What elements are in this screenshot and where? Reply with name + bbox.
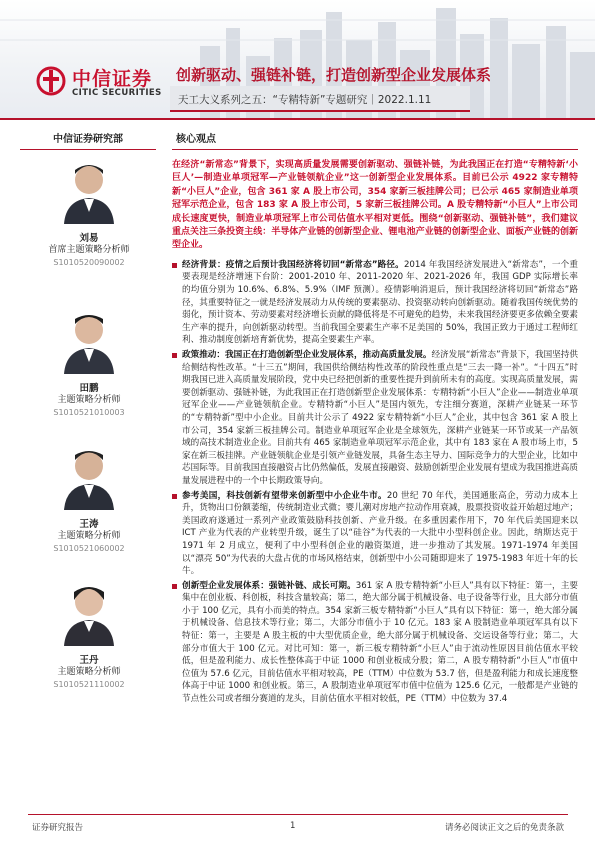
page-number: 1 (290, 821, 296, 831)
bullet-item (172, 490, 578, 578)
analyst-role: 首席主题策略分析师 (48, 245, 130, 255)
analyst-card (20, 442, 158, 553)
analyst-card (20, 578, 158, 689)
brand-name-en: CITIC SECURITIES (72, 88, 162, 98)
analyst-card (20, 306, 158, 417)
footer-left-label: 证券研究报告 (32, 823, 84, 833)
analyst-id: S1010521010003 (53, 408, 125, 417)
analyst-role: 主题策略分析师 (57, 531, 121, 541)
analyst-id: S1010521110002 (53, 680, 125, 689)
bullet-item (172, 349, 578, 488)
bullet-item (172, 259, 578, 347)
analyst-name: 王丹 (79, 655, 99, 666)
bullet-lead: 创新型企业发展体系：强链补链、成长可期。 (182, 580, 356, 591)
bullet-lead: 参考美国，科技创新有望带来创新型中小企业牛市。 (182, 490, 387, 501)
header-banner (0, 0, 595, 118)
bullet-lead: 经济背景：疫情之后预计我国经济将切回“新常态”路径。 (182, 259, 404, 270)
bullet-text: 361 家 A 股专精特新“小巨人”具有以下特征：第一，主要集中在创业板、科创板，科技含量较高；第二，绝大部分属于机械设备、电子设备等行业，且大部分市值小于 100 亿元，具有小而美的特点。354 家新三板专精特新“小巨人”具有以下特征：第一，绝大部分属于机械设备、信息技术等行业；第二，大部分市值小于 10 亿元。183 家 A 股制造业单项冠军具有以下特征：第一，主要是 A 股主板的中大型优质企业，绝大部分属于机械设备、交运设备等行业；第二，大部分市值大于 100 亿元。对比可知：第一，新三板专精特新“小巨人”由于流动性原因目前估值水平较低，但是盈利能力、成长性整体高于中证 1000 和创业板成分股；第二，A 股专精特新“小巨人”市值中位值为 57.6 亿元，目前估值水平相对较高，PE（TTM）中位数为 53.7 倍，但是盈利能力和成长速度整体高于中证 1000 和创业板。第三，A 股制造业单项冠军市值中位值为 125.6 亿元，一般都是产业链的节点性公司或者细分赛道的龙头，目前估值水平相对较低，PE（TTM）中位数为 37.4 (182, 580, 578, 705)
sidebar-heading: 中信证券研究部 (20, 128, 156, 150)
citic-logo-icon (36, 66, 66, 96)
bullet-item (172, 580, 578, 706)
header-divider (0, 118, 595, 120)
avatar (58, 306, 120, 374)
key-summary: 在经济“新常态”背景下，实现高质量发展需要创新驱动、强链补链，为此我国正在打造“专精特新‘小巨人’—制造业单项冠军—产业链领航企业”这一创新型企业发展体系。目前已公示 4922 家专精特新“小巨人”企业，包含 361 家 A 股上市公司，354 家新三板挂牌公司；已公示 465 家制造业单项冠军示范企业，包含 183 家 A 股上市公司，5 家新三板挂牌公司。A 股专精特新“小巨人”上市公司成长速度更快，制造业单项冠军上市公司估值水平相对更低。围绕“创新驱动、强链补链”，我们建议重点关注三条投资主线：半导体产业链的创新型企业、锂电池产业链的创新型企业、面板产业链的创新型企业。 (172, 160, 578, 251)
analyst-role: 主题策略分析师 (57, 667, 121, 677)
analyst-id: S1010521060002 (53, 544, 125, 553)
analyst-name: 刘易 (79, 233, 99, 244)
analyst-card (20, 156, 158, 267)
avatar (58, 156, 120, 224)
brand-name-cn: 中信证券 (72, 68, 153, 90)
section-heading: 核心观点 (172, 128, 578, 150)
main-content (172, 128, 578, 818)
analyst-id: S1010520090002 (53, 258, 125, 267)
analyst-role: 主题策略分析师 (57, 395, 121, 405)
report-subtitle: 天工大义系列之五：“专精特新”专题研究｜2022.1.11 (178, 94, 432, 106)
title-box (170, 58, 585, 118)
bullet-list (172, 259, 578, 706)
report-title: 创新驱动、强链补链，打造创新型企业发展体系 (176, 66, 492, 84)
bullet-text: 2014 年我国经济发展进入“新常态”，一个重要表现是经济增速下台阶：2001-2010 年、2011-2020 年、2021-2026 年，我国 GDP 实际增长率的均值分别为 10.6%、6.8%、5.9%（IMF 预测）。疫情影响消退后，预计我国经济将切回“新常态”路径，其重要特征之一就是经济发展动力从传统的要素驱动、投资驱动转向创新驱动。随着我国传统优势的弱化，预计资本、劳动要素对经济增长贡献的降低将是不可避免的趋势，未来我国经济要更多依赖全要素生产率的提升，向创新驱动转型。当前我国全要素生产率不足美国的 50%，我国正致力于通过工程师红利、推动制度创新培育新优势，提高全要素生产率。 (182, 259, 578, 346)
bullet-text: 经济发展“新常态”背景下，我国坚持供给侧结构性改革。“十三五”期间，我国供给侧结构性改革的阶段性重点是“三去一降一补”。“十四五”时期我国已进入高质量发展阶段，党中央已经把创新的重要性提升到前所未有的高度。实现高质量发展，需要创新驱动、强链补链，为此我国正在打造创新型企业发展体系：专精特新“小巨人”企业——制造业单项冠军企业——产业链领航企业。专精特新“小巨人”是国内领先，专注细分赛道，深耕产业链某一环节的“专精特新”型中小企业。目前共计公示了 4922 家专精特新“小巨人”企业，其中包含 361 家 A 股上市公司，354 家新三板挂牌公司。制造业单项冠军企业是全球领先，深耕产业链某一环节或某一产品领域的高技术制造业企业。目前共有 465 家制造业单项冠军示范企业，其中有 183 家在 A 股市场上市，5 家在新三板挂牌。产业链领航企业是引领产业链发展，具备生态主导力、国际竞争力的大型企业，比如中芯国际等。目前我国直接融资占比仍然偏低，发展直接融资、鼓励创新型企业发展有望成为我国推进高质量发展进程中的一个中长期政策导向。 (182, 350, 578, 486)
analyst-name: 王涛 (79, 519, 99, 530)
avatar (58, 442, 120, 510)
bullet-lead: 政策推动：我国正在打造创新型企业发展体系，推动高质量发展。 (182, 350, 432, 360)
page-footer (28, 814, 568, 833)
analyst-sidebar (20, 128, 158, 828)
avatar (58, 578, 120, 646)
analyst-name: 田鹏 (79, 383, 99, 394)
footer-disclaimer: 请务必阅读正文之后的免责条款 (444, 823, 564, 833)
bullet-text: 20 世纪 70 年代，美国通胀高企，劳动力成本上升，货物出口份额萎缩，传统制造业式微；婴儿潮对房地产拉动作用衰减，股票投资收益开始超过地产；美国政府遂通过一系列产业政策鼓励科技创新、产业升级。在多重因素作用下，70 年代后美国迎来以 ICT 产业为代表的产业转型升级，诞生了以“硅谷”为代表的一大批中小型科创企业。因此，纳斯达克于 1971 年 2 月成立，便利了中小型科创企业的融资渠道，进一步推动了其发展。1971-1974 年美国以“漂亮 50”为代表的大盘占优的市场风格结束，创新型中小公司随即迎来了 1975-1983 年近十年的长牛。 (182, 490, 578, 577)
